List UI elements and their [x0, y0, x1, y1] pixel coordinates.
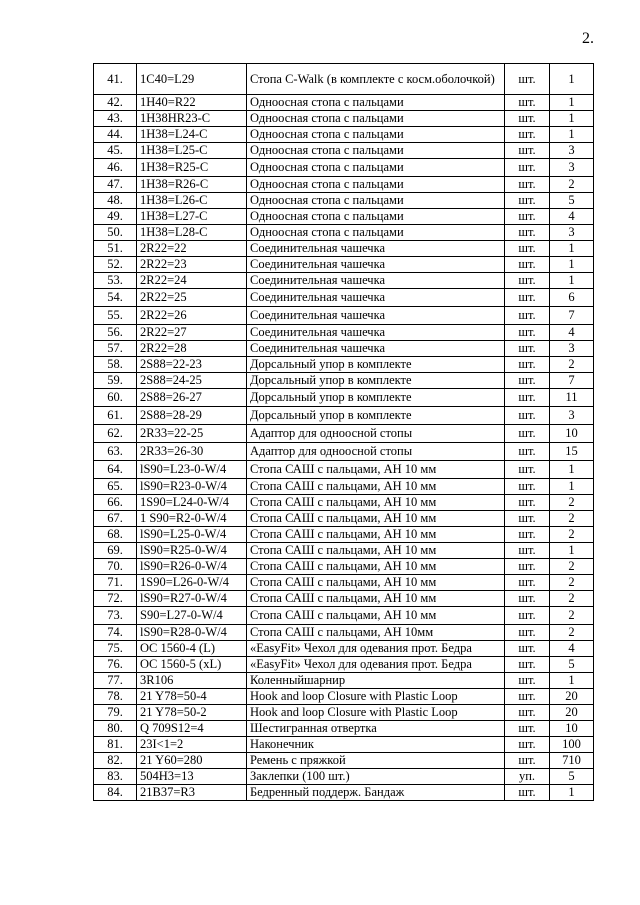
item-description: Стопа САШ с пальцами, АН 10 мм [247, 461, 505, 479]
item-code: 2R33=22-25 [137, 425, 247, 443]
item-description: Коленныйшарнир [247, 673, 505, 689]
item-unit: шт. [505, 64, 550, 95]
table-row [94, 341, 594, 357]
table-row [94, 559, 594, 575]
row-number: 52. [94, 257, 137, 273]
item-quantity: 3 [550, 341, 594, 357]
item-code: 2S88=24-25 [137, 373, 247, 389]
item-code: 2R22=24 [137, 273, 247, 289]
row-number: 66. [94, 495, 137, 511]
table-row [94, 479, 594, 495]
row-number: 41. [94, 64, 137, 95]
row-number: 64. [94, 461, 137, 479]
item-description: Одноосная стопа с пальцами [247, 225, 505, 241]
table-row [94, 591, 594, 607]
item-code: OC 1560-4 (L) [137, 641, 247, 657]
item-description: Стопа САШ с пальцами, АН 10 мм [247, 511, 505, 527]
item-unit: шт. [505, 495, 550, 511]
row-number: 47. [94, 177, 137, 193]
item-unit: шт. [505, 95, 550, 111]
item-quantity: 4 [550, 325, 594, 341]
item-code: 1H38=L28-C [137, 225, 247, 241]
row-number: 42. [94, 95, 137, 111]
item-description: Стопа САШ с пальцами, АН 10 мм [247, 575, 505, 591]
row-number: 78. [94, 689, 137, 705]
item-quantity: 1 [550, 543, 594, 559]
item-quantity: 1 [550, 64, 594, 95]
item-unit: шт. [505, 209, 550, 225]
item-code: 2S88=28-29 [137, 407, 247, 425]
item-quantity: 1 [550, 461, 594, 479]
item-quantity: 1 [550, 273, 594, 289]
item-quantity: 20 [550, 689, 594, 705]
table-row [94, 225, 594, 241]
item-quantity: 2 [550, 559, 594, 575]
row-number: 69. [94, 543, 137, 559]
table-row [94, 209, 594, 225]
table-row [94, 111, 594, 127]
item-quantity: 3 [550, 143, 594, 159]
item-unit: шт. [505, 673, 550, 689]
item-code: 1H38=R25-C [137, 159, 247, 177]
item-quantity: 7 [550, 373, 594, 389]
item-unit: шт. [505, 143, 550, 159]
item-unit: шт. [505, 607, 550, 625]
item-unit: шт. [505, 273, 550, 289]
item-description: Соединительная чашечка [247, 307, 505, 325]
item-code: 21B37=R3 [137, 785, 247, 801]
item-code: 21 Y78=50-4 [137, 689, 247, 705]
item-code: 2R22=28 [137, 341, 247, 357]
item-quantity: 3 [550, 159, 594, 177]
table-row [94, 193, 594, 209]
item-unit: шт. [505, 325, 550, 341]
item-quantity: 1 [550, 479, 594, 495]
item-unit: шт. [505, 177, 550, 193]
item-description: Стопа САШ с пальцами, АН 10 мм [247, 591, 505, 607]
item-unit: шт. [505, 307, 550, 325]
item-quantity: 2 [550, 357, 594, 373]
item-unit: шт. [505, 511, 550, 527]
table-row [94, 769, 594, 785]
item-code: 2R22=23 [137, 257, 247, 273]
item-code: 1H40=R22 [137, 95, 247, 111]
item-quantity: 2 [550, 625, 594, 641]
item-description: Адаптор для одноосной стопы [247, 443, 505, 461]
table-row [94, 753, 594, 769]
item-description: Адаптор для одноосной стопы [247, 425, 505, 443]
item-code: 1H38=L25-C [137, 143, 247, 159]
item-quantity: 1 [550, 95, 594, 111]
table-row [94, 511, 594, 527]
row-number: 68. [94, 527, 137, 543]
item-code: lS90=R27-0-W/4 [137, 591, 247, 607]
item-description: Дорсальный упор в комплекте [247, 357, 505, 373]
item-code: 1H38=L26-C [137, 193, 247, 209]
item-quantity: 1 [550, 241, 594, 257]
item-quantity: 1 [550, 257, 594, 273]
row-number: 63. [94, 443, 137, 461]
item-quantity: 1 [550, 111, 594, 127]
item-description: Стопа C-Walk (в комплекте с косм.оболочкой) [247, 64, 505, 95]
row-number: 62. [94, 425, 137, 443]
item-quantity: 2 [550, 177, 594, 193]
item-description: «EasyFit» Чехол для одевания прот. Бедра [247, 657, 505, 673]
table-row [94, 307, 594, 325]
item-description: Hook and loop Closure with Plastic Loop [247, 705, 505, 721]
item-unit: шт. [505, 257, 550, 273]
item-quantity: 2 [550, 591, 594, 607]
items-table-body [94, 64, 594, 801]
row-number: 60. [94, 389, 137, 407]
item-code: S90=L27-0-W/4 [137, 607, 247, 625]
item-unit: шт. [505, 753, 550, 769]
row-number: 55. [94, 307, 137, 325]
item-unit: шт. [505, 289, 550, 307]
item-quantity: 4 [550, 641, 594, 657]
item-unit: шт. [505, 737, 550, 753]
table-row [94, 177, 594, 193]
item-quantity: 2 [550, 495, 594, 511]
row-number: 43. [94, 111, 137, 127]
item-unit: шт. [505, 625, 550, 641]
item-quantity: 710 [550, 753, 594, 769]
items-table [93, 63, 594, 801]
table-row [94, 785, 594, 801]
item-unit: шт. [505, 225, 550, 241]
item-quantity: 7 [550, 307, 594, 325]
item-code: 1H38=L24-C [137, 127, 247, 143]
row-number: 45. [94, 143, 137, 159]
item-code: lS90=R23-0-W/4 [137, 479, 247, 495]
table-row [94, 325, 594, 341]
item-description: Одноосная стопа с пальцами [247, 193, 505, 209]
item-unit: шт. [505, 341, 550, 357]
table-row [94, 425, 594, 443]
item-description: Одноосная стопа с пальцами [247, 209, 505, 225]
row-number: 67. [94, 511, 137, 527]
table-row [94, 159, 594, 177]
item-description: Заклепки (100 шт.) [247, 769, 505, 785]
item-code: 1H38=R26-C [137, 177, 247, 193]
table-row [94, 721, 594, 737]
item-description: «EasyFit» Чехол для одевания прот. Бедра [247, 641, 505, 657]
item-code: lS90=R25-0-W/4 [137, 543, 247, 559]
item-code: 2S88=26-27 [137, 389, 247, 407]
item-description: Соединительная чашечка [247, 273, 505, 289]
row-number: 50. [94, 225, 137, 241]
table-row [94, 737, 594, 753]
item-description: Соединительная чашечка [247, 341, 505, 357]
item-unit: шт. [505, 357, 550, 373]
item-quantity: 10 [550, 721, 594, 737]
item-code: Q 709S12=4 [137, 721, 247, 737]
item-code: OC 1560-5 (xL) [137, 657, 247, 673]
item-code: lS90=L23-0-W/4 [137, 461, 247, 479]
item-unit: шт. [505, 591, 550, 607]
row-number: 72. [94, 591, 137, 607]
item-quantity: 3 [550, 225, 594, 241]
table-row [94, 705, 594, 721]
item-description: Соединительная чашечка [247, 325, 505, 341]
item-quantity: 5 [550, 193, 594, 209]
row-number: 84. [94, 785, 137, 801]
table-row [94, 495, 594, 511]
item-unit: шт. [505, 689, 550, 705]
item-quantity: 2 [550, 575, 594, 591]
table-row [94, 127, 594, 143]
item-quantity: 6 [550, 289, 594, 307]
item-code: 3R106 [137, 673, 247, 689]
item-code: 2R22=27 [137, 325, 247, 341]
row-number: 82. [94, 753, 137, 769]
item-code: 21 Y60=280 [137, 753, 247, 769]
item-code: 1H38=L27-C [137, 209, 247, 225]
item-quantity: 1 [550, 673, 594, 689]
item-unit: шт. [505, 527, 550, 543]
item-description: Наконечник [247, 737, 505, 753]
item-code: 2R22=26 [137, 307, 247, 325]
item-unit: шт. [505, 373, 550, 389]
item-quantity: 100 [550, 737, 594, 753]
table-row [94, 657, 594, 673]
table-row [94, 143, 594, 159]
item-unit: шт. [505, 407, 550, 425]
item-description: Дорсальный упор в комплекте [247, 373, 505, 389]
table-row [94, 443, 594, 461]
item-code: 2R22=25 [137, 289, 247, 307]
item-code: 1C40=L29 [137, 64, 247, 95]
item-quantity: 5 [550, 657, 594, 673]
item-code: 21 Y78=50-2 [137, 705, 247, 721]
item-description: Одноосная стопа с пальцами [247, 95, 505, 111]
item-description: Одноосная стопа с пальцами [247, 127, 505, 143]
table-row [94, 257, 594, 273]
item-unit: шт. [505, 389, 550, 407]
item-description: Ремень с пряжкой [247, 753, 505, 769]
row-number: 53. [94, 273, 137, 289]
item-quantity: 4 [550, 209, 594, 225]
row-number: 76. [94, 657, 137, 673]
row-number: 83. [94, 769, 137, 785]
item-code: lS90=R26-0-W/4 [137, 559, 247, 575]
table-row [94, 95, 594, 111]
item-quantity: 1 [550, 785, 594, 801]
table-row [94, 389, 594, 407]
row-number: 51. [94, 241, 137, 257]
item-unit: шт. [505, 785, 550, 801]
item-unit: шт. [505, 159, 550, 177]
row-number: 71. [94, 575, 137, 591]
item-unit: шт. [505, 461, 550, 479]
row-number: 75. [94, 641, 137, 657]
row-number: 58. [94, 357, 137, 373]
item-description: Стопа САШ с пальцами, АН 10 мм [247, 527, 505, 543]
item-unit: шт. [505, 559, 550, 575]
item-description: Одноосная стопа с пальцами [247, 111, 505, 127]
item-quantity: 1 [550, 127, 594, 143]
row-number: 56. [94, 325, 137, 341]
item-code: 2S88=22-23 [137, 357, 247, 373]
item-unit: шт. [505, 111, 550, 127]
item-unit: шт. [505, 425, 550, 443]
row-number: 54. [94, 289, 137, 307]
item-description: Стопа САШ с пальцами, АН 10мм [247, 625, 505, 641]
item-unit: шт. [505, 543, 550, 559]
item-description: Дорсальный упор в комплекте [247, 407, 505, 425]
row-number: 59. [94, 373, 137, 389]
item-description: Бедренный поддерж. Бандаж [247, 785, 505, 801]
item-unit: шт. [505, 721, 550, 737]
row-number: 70. [94, 559, 137, 575]
item-description: Соединительная чашечка [247, 257, 505, 273]
row-number: 79. [94, 705, 137, 721]
item-description: Hook and loop Closure with Plastic Loop [247, 689, 505, 705]
table-row [94, 407, 594, 425]
item-code: 2R33=26-30 [137, 443, 247, 461]
item-unit: шт. [505, 241, 550, 257]
item-description: Стопа САШ с пальцами, АН 10 мм [247, 607, 505, 625]
item-description: Стопа САШ с пальцами, АН 10 мм [247, 543, 505, 559]
row-number: 77. [94, 673, 137, 689]
table-row [94, 289, 594, 307]
item-unit: шт. [505, 657, 550, 673]
item-description: Одноосная стопа с пальцами [247, 143, 505, 159]
row-number: 65. [94, 479, 137, 495]
item-code: 23I<1=2 [137, 737, 247, 753]
row-number: 73. [94, 607, 137, 625]
item-unit: шт. [505, 443, 550, 461]
item-quantity: 20 [550, 705, 594, 721]
item-unit: шт. [505, 127, 550, 143]
row-number: 46. [94, 159, 137, 177]
item-description: Стопа САШ с пальцами, АН 10 мм [247, 479, 505, 495]
table-row [94, 64, 594, 95]
item-unit: шт. [505, 193, 550, 209]
item-description: Дорсальный упор в комплекте [247, 389, 505, 407]
item-description: Шестигранная отвертка [247, 721, 505, 737]
item-description: Одноосная стопа с пальцами [247, 177, 505, 193]
table-row [94, 689, 594, 705]
table-row [94, 625, 594, 641]
item-quantity: 2 [550, 511, 594, 527]
row-number: 61. [94, 407, 137, 425]
row-number: 48. [94, 193, 137, 209]
item-code: 1H38HR23-C [137, 111, 247, 127]
table-row [94, 461, 594, 479]
table-row [94, 241, 594, 257]
item-quantity: 11 [550, 389, 594, 407]
table-row [94, 373, 594, 389]
item-code: lS90=R28-0-W/4 [137, 625, 247, 641]
item-code: lS90=L25-0-W/4 [137, 527, 247, 543]
row-number: 80. [94, 721, 137, 737]
item-quantity: 5 [550, 769, 594, 785]
table-row [94, 673, 594, 689]
item-description: Стопа САШ с пальцами, АН 10 мм [247, 559, 505, 575]
item-quantity: 15 [550, 443, 594, 461]
item-unit: шт. [505, 705, 550, 721]
row-number: 57. [94, 341, 137, 357]
table-row [94, 543, 594, 559]
table-row [94, 273, 594, 289]
item-unit: уп. [505, 769, 550, 785]
item-description: Стопа САШ с пальцами, АН 10 мм [247, 495, 505, 511]
item-description: Соединительная чашечка [247, 289, 505, 307]
item-code: 1 S90=R2-0-W/4 [137, 511, 247, 527]
item-description: Одноосная стопа с пальцами [247, 159, 505, 177]
row-number: 74. [94, 625, 137, 641]
item-quantity: 10 [550, 425, 594, 443]
item-code: 1S90=L26-0-W/4 [137, 575, 247, 591]
item-unit: шт. [505, 479, 550, 495]
item-description: Соединительная чашечка [247, 241, 505, 257]
item-code: 504H3=13 [137, 769, 247, 785]
item-unit: шт. [505, 575, 550, 591]
row-number: 49. [94, 209, 137, 225]
table-row [94, 527, 594, 543]
table-row [94, 575, 594, 591]
item-quantity: 3 [550, 407, 594, 425]
table-row [94, 641, 594, 657]
table-row [94, 607, 594, 625]
page-number: 2. [582, 30, 594, 47]
item-quantity: 2 [550, 527, 594, 543]
item-code: 1S90=L24-0-W/4 [137, 495, 247, 511]
row-number: 81. [94, 737, 137, 753]
item-quantity: 2 [550, 607, 594, 625]
item-unit: шт. [505, 641, 550, 657]
row-number: 44. [94, 127, 137, 143]
table-row [94, 357, 594, 373]
item-code: 2R22=22 [137, 241, 247, 257]
